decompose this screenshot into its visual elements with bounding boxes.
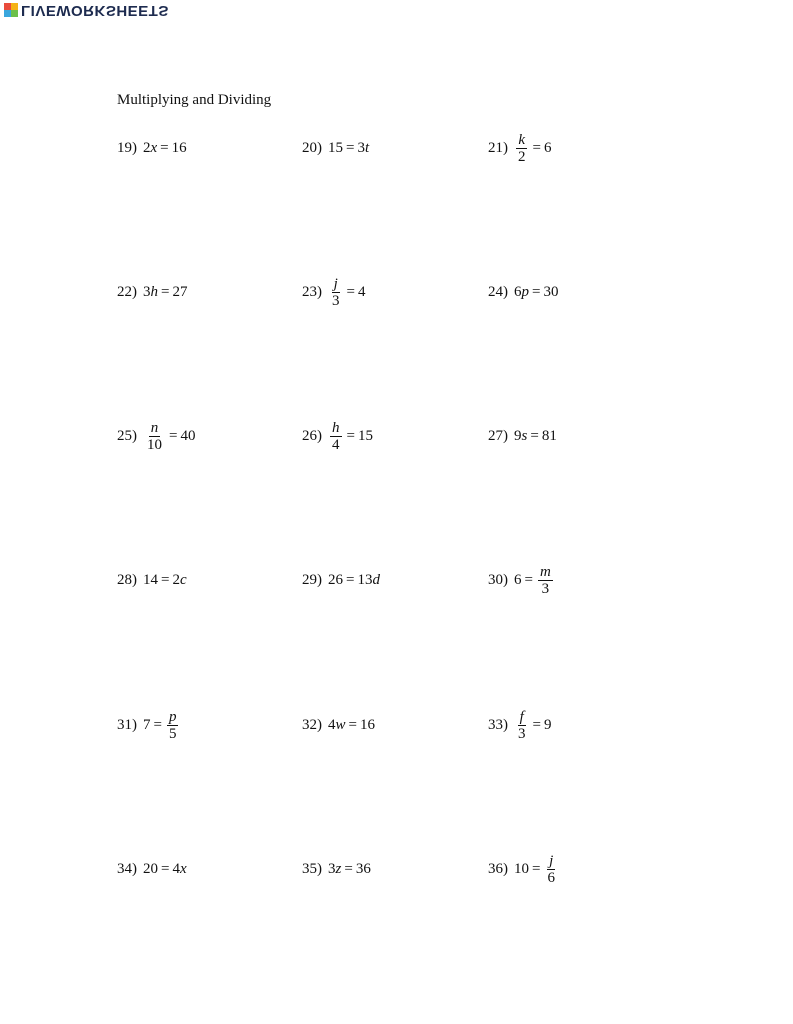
problem-29 <box>302 560 380 600</box>
problem-number: 27) <box>488 427 508 444</box>
problem-19 <box>117 128 187 168</box>
problem-32 <box>302 705 375 745</box>
operator: = <box>532 860 541 877</box>
problem-number: 33) <box>488 716 508 733</box>
operator: = <box>160 139 169 156</box>
number: 7 <box>143 716 151 733</box>
problem-number: 23) <box>302 283 322 300</box>
logo-mark-icon <box>4 3 18 17</box>
fraction-denominator: 6 <box>547 869 555 886</box>
operator: = <box>530 427 539 444</box>
fraction <box>516 132 528 165</box>
operator: = <box>169 427 178 444</box>
number: 2 <box>172 571 180 588</box>
worksheet-heading: Multiplying and Dividing <box>117 92 272 108</box>
fraction <box>545 853 557 886</box>
number: 20 <box>143 860 158 877</box>
fraction-denominator: 5 <box>168 725 177 742</box>
equation <box>514 284 558 301</box>
variable: z <box>335 860 342 877</box>
variable: x <box>150 139 158 156</box>
number: 36 <box>355 860 371 877</box>
variable: t <box>364 139 370 156</box>
number: 27 <box>172 283 188 300</box>
problem-33 <box>488 705 551 745</box>
fraction-numerator: j <box>333 275 338 292</box>
operator: = <box>346 283 355 300</box>
fraction-numerator: n <box>150 419 159 436</box>
variable: p <box>521 283 529 300</box>
variable: c <box>179 571 187 588</box>
equation <box>328 276 365 309</box>
operator: = <box>153 716 162 733</box>
operator: = <box>346 139 355 156</box>
operator: = <box>532 283 541 300</box>
fraction-denominator: 10 <box>147 436 162 453</box>
problem-number: 22) <box>117 283 137 300</box>
fraction-denominator: 3 <box>518 725 526 742</box>
problem-28 <box>117 560 187 600</box>
fraction-numerator: m <box>539 563 551 580</box>
number: 13 <box>357 571 373 588</box>
equation <box>514 428 557 445</box>
equation <box>143 572 187 589</box>
operator: = <box>161 571 170 588</box>
fraction-numerator: f <box>519 708 524 725</box>
variable: s <box>521 427 528 444</box>
operator: = <box>161 860 170 877</box>
operator: = <box>532 716 541 733</box>
problem-number: 34) <box>117 860 137 877</box>
problem-25 <box>117 416 195 456</box>
fraction <box>145 420 164 453</box>
number: 4 <box>357 283 366 300</box>
equation <box>143 709 180 742</box>
variable: x <box>179 860 187 877</box>
variable: d <box>372 571 380 588</box>
problem-35 <box>302 849 371 889</box>
problem-number: 31) <box>117 716 137 733</box>
variable: h <box>150 283 158 300</box>
problem-34 <box>117 849 187 889</box>
number: 6 <box>514 571 522 588</box>
number: 3 <box>143 283 151 300</box>
number: 81 <box>541 427 557 444</box>
number: 4 <box>172 860 180 877</box>
equation <box>143 861 187 878</box>
problem-31 <box>117 705 180 745</box>
problem-number: 25) <box>117 427 137 444</box>
problem-number: 24) <box>488 283 508 300</box>
number: 2 <box>143 139 151 156</box>
number: 6 <box>543 139 552 156</box>
problem-number: 29) <box>302 571 322 588</box>
problem-22 <box>117 272 187 312</box>
problem-20 <box>302 128 369 168</box>
problem-24 <box>488 272 558 312</box>
operator: = <box>348 716 357 733</box>
number: 26 <box>328 571 343 588</box>
problem-number: 30) <box>488 571 508 588</box>
equation <box>143 284 187 301</box>
liveworksheets-logo <box>4 2 169 18</box>
fraction-denominator: 3 <box>332 292 340 309</box>
operator: = <box>346 571 355 588</box>
fraction <box>330 420 342 453</box>
operator: = <box>532 139 541 156</box>
problem-23 <box>302 272 365 312</box>
fraction-denominator: 2 <box>518 148 526 165</box>
equation <box>514 564 555 597</box>
fraction <box>516 709 528 742</box>
number: 3 <box>328 860 336 877</box>
number: 10 <box>514 860 529 877</box>
number: 3 <box>357 139 365 156</box>
equation <box>514 853 559 886</box>
fraction-numerator: p <box>168 708 177 725</box>
fraction-numerator: k <box>518 131 526 148</box>
problem-number: 19) <box>117 139 137 156</box>
fraction-denominator: 4 <box>332 436 340 453</box>
number: 30 <box>543 283 559 300</box>
number: 6 <box>514 283 522 300</box>
number: 16 <box>359 716 375 733</box>
problem-26 <box>302 416 373 456</box>
problem-27 <box>488 416 557 456</box>
problem-21 <box>488 128 551 168</box>
number: 9 <box>543 716 552 733</box>
number: 40 <box>180 427 196 444</box>
fraction <box>538 564 553 597</box>
number: 16 <box>171 139 187 156</box>
operator: = <box>346 427 355 444</box>
equation <box>328 572 380 589</box>
fraction-numerator: h <box>332 419 340 436</box>
fraction-numerator: j <box>549 852 554 869</box>
number: 9 <box>514 427 522 444</box>
fraction <box>330 276 342 309</box>
problem-number: 35) <box>302 860 322 877</box>
number: 4 <box>328 716 336 733</box>
problem-number: 20) <box>302 139 322 156</box>
operator: = <box>161 283 170 300</box>
variable: w <box>335 716 346 733</box>
problem-number: 28) <box>117 571 137 588</box>
problem-number: 32) <box>302 716 322 733</box>
problem-30 <box>488 560 555 600</box>
number: 14 <box>143 571 158 588</box>
logo-text: LIVEWORKSHEETS <box>21 2 169 19</box>
operator: = <box>344 860 353 877</box>
problem-36 <box>488 849 559 889</box>
equation <box>143 140 187 157</box>
number: 15 <box>328 139 343 156</box>
operator: = <box>524 571 533 588</box>
fraction-denominator: 3 <box>541 580 550 597</box>
equation <box>328 420 373 453</box>
equation <box>514 132 551 165</box>
equation <box>514 709 551 742</box>
problem-number: 26) <box>302 427 322 444</box>
equation <box>328 717 375 734</box>
equation <box>328 140 369 157</box>
number: 15 <box>357 427 373 444</box>
equation <box>143 420 195 453</box>
problem-number: 21) <box>488 139 508 156</box>
problem-number: 36) <box>488 860 508 877</box>
equation <box>328 861 371 878</box>
fraction <box>167 709 179 742</box>
